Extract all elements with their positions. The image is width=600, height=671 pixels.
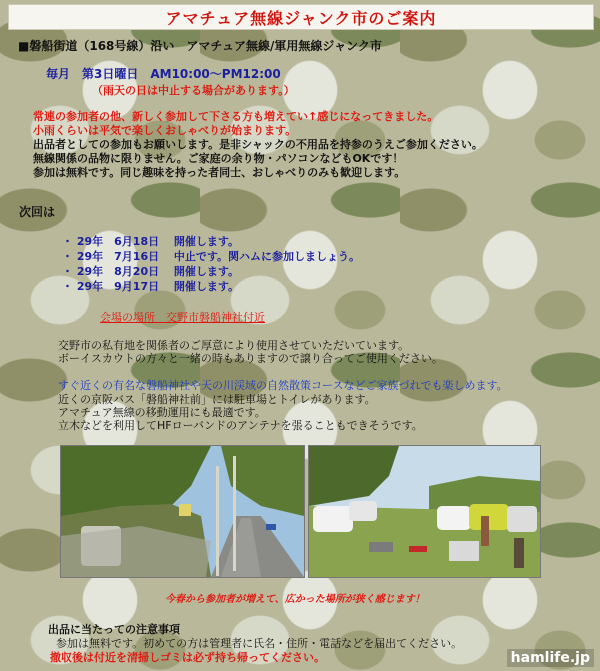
schedule-text: 毎月 第3日曜日 AM10:00～PM12:00	[46, 67, 281, 81]
photo-caption: 今春から参加者が増えて、広かった場所が狭く感じます！	[165, 594, 425, 605]
date-item-1: ・ 29年 6月18日 開催します。	[62, 235, 240, 248]
date-item-4: ・ 29年 9月17日 開催します。	[62, 280, 240, 293]
date-item-3: ・ 29年 8月20日 開催します。	[62, 265, 240, 278]
page-title: アマチュア無線ジャンク市のご案内	[165, 9, 437, 28]
venue-link[interactable]: 会場の場所 交野市磐船神社付近	[100, 311, 265, 324]
nearby-highlight: すぐ近くの有名な磐船神社や天の川渓域の自然散策コースなどご家族づれでも楽しめます。	[58, 379, 508, 392]
nearby-line-2: アマチュア無線の移動運用にも最適です。	[58, 406, 266, 419]
intro-line-3: 出品者としての参加もお願いします。是非シャックの不用品を持参のうえご参加ください。	[33, 138, 483, 151]
next-label: 次回は	[19, 205, 56, 219]
intro-line-2: 小雨くらいは平気で楽しくおしゃべりが始まります。	[33, 124, 297, 137]
notice-line-2: 撤収後は付近を清掃しゴミは必ず持ち帰ってください。	[50, 651, 325, 664]
intro-line-4: 無線関係の品物に限りません。ご家庭の余り物・パソコンなどもOKです！	[33, 152, 404, 165]
intro-line-1: 常連の参加者の他、新しく参加して下さる方も増えてい↑感じになってきました。	[33, 110, 439, 123]
nearby-line-3: 立木などを利用してHFローバンドのアンテナを張ることもできそうです。	[58, 419, 423, 432]
title-banner	[8, 4, 594, 30]
venue-photo	[308, 445, 541, 578]
notice-line-1: 参加は無料です。初めての方は管理者に氏名・住所・電話などを届出てください。	[56, 637, 463, 650]
nearby-line-1: 近くの京阪バス「磐船神社前」には駐車場とトイレがあります。	[58, 393, 376, 406]
rain-note: （雨天の日は中止する場合があります。）	[92, 84, 295, 97]
venue-note-2: ボーイスカウトの方々と一緒の時もありますので譲り合ってご使用ください。	[58, 352, 443, 365]
venue-note-1: 交野市の私有地を関係者のご厚意により使用させていただいています。	[58, 339, 410, 352]
date-item-2: ・ 29年 7月16日 中止です。関ハムに参加しましょう。	[62, 250, 361, 263]
intro-line-5: 参加は無料です。同じ趣味を持った者同士、おしゃべりのみも歓迎します。	[33, 166, 406, 179]
notice-title: 出品に当たっての注意事項	[48, 623, 180, 636]
subtitle: ■磐船街道（168号線）沿い アマチュア無線/軍用無線ジャンク市	[18, 39, 382, 53]
road-photo	[60, 445, 305, 578]
watermark: hamlife.jp	[507, 649, 594, 667]
